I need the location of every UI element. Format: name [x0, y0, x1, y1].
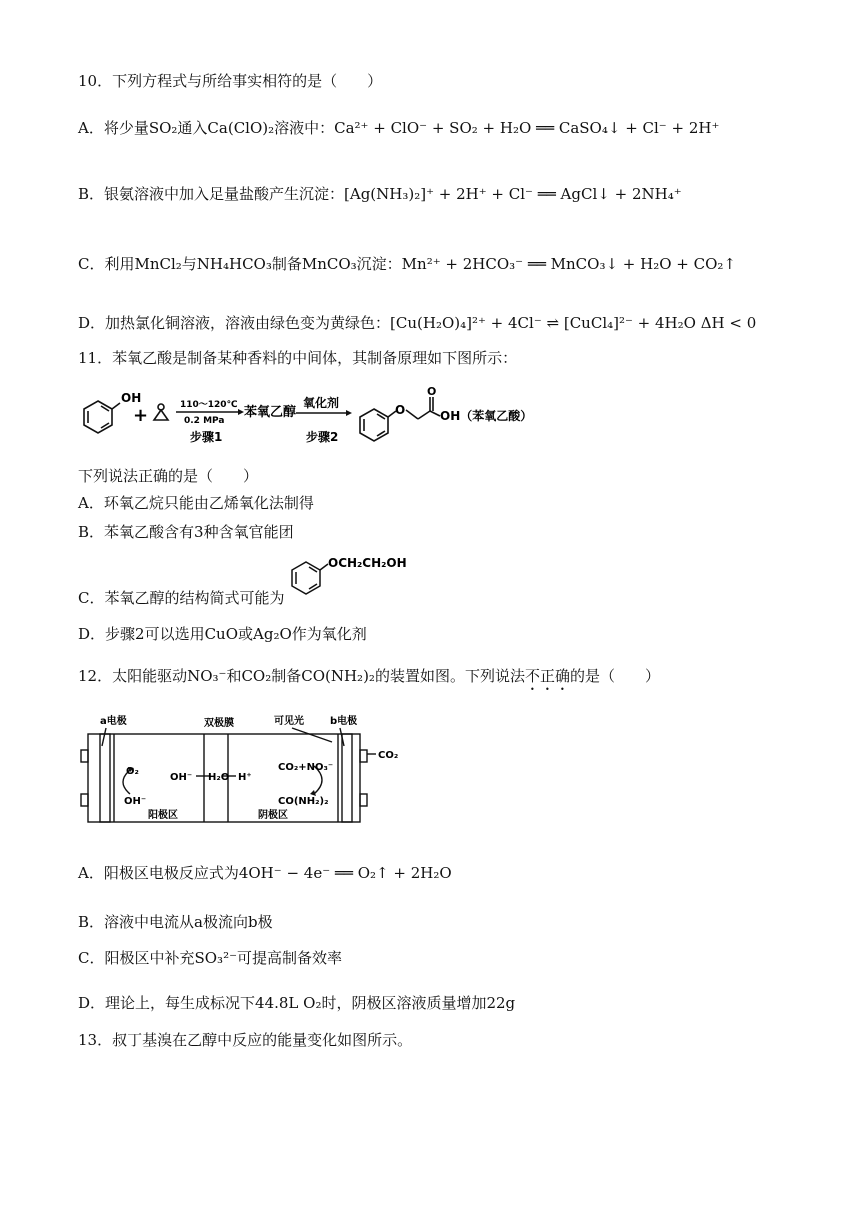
o2-label: O₂: [126, 766, 139, 777]
q10-option-c: C．利用MnCl₂与NH₄HCO₃制备MnCO₃沉淀：Mn²⁺ + 2HCO₃⁻ ══ MnCO₃↓ + H₂O + CO₂↑: [78, 255, 736, 273]
co2-inlet-label: CO₂: [378, 750, 399, 761]
intermediate-name: 苯氧乙醇: [244, 405, 297, 420]
cathode-zone-label: 阴极区: [258, 810, 288, 821]
q11-option-c: C．苯氧乙醇的结构简式可能为: [78, 589, 285, 607]
phenol-oh: OH: [121, 391, 142, 405]
ether-oxygen: O: [395, 403, 406, 417]
a-electrode-label: a电极: [100, 716, 127, 727]
q11-option-d: D．步骤2可以选用CuO或Ag₂O作为氧化剂: [78, 625, 367, 643]
urea-label: CO(NH₂)₂: [278, 796, 329, 807]
option-c-formula: OCH₂CH₂OH: [328, 556, 407, 570]
a-electrode: [100, 734, 110, 822]
phenol-structure: [84, 401, 120, 433]
q13-stem: 13．叔丁基溴在乙醇中反应的能量变化如图所示。: [78, 1031, 413, 1049]
q10-option-a: A．将少量SO₂通入Ca(ClO)₂溶液中：Ca²⁺ + ClO⁻ + SO₂ + H₂O ══ CaSO₄↓ + Cl⁻ + 2H⁺: [78, 119, 720, 137]
b-electrode: [342, 734, 352, 822]
step2-label: 步骤2: [306, 430, 339, 444]
q12-stem: [78, 666, 660, 694]
q12-stem-post: 的是（ ）: [569, 667, 660, 685]
condition-pressure: 0.2 MPa: [184, 416, 225, 426]
q11-option-a: A．环氧乙烷只能由乙烯氧化法制得: [78, 494, 314, 512]
light-label: 可见光: [274, 716, 304, 727]
q12-stem-emphasis: 不正确: [524, 667, 570, 685]
h2o-label: H₂O: [208, 772, 230, 783]
oh-mid-label: OH⁻: [170, 772, 193, 783]
q11-reaction-scheme: [78, 385, 558, 447]
cathode-reactants-label: CO₂+NO₃⁻: [278, 762, 334, 773]
q10-option-d: D．加热氯化铜溶液，溶液由绿色变为黄绿色：[Cu(H₂O)₄]²⁺ + 4Cl⁻ ⇌ [CuCl₄]²⁻ + 4H₂O ΔH < 0: [78, 314, 757, 332]
q12-option-c: C．阳极区中补充SO₃²⁻可提高制备效率: [78, 949, 342, 967]
oh-left-label: OH⁻: [124, 796, 147, 807]
h-plus-label: H⁺: [238, 772, 252, 783]
q11-prompt: 下列说法正确的是（ ）: [78, 467, 259, 485]
q10-option-b: B．银氨溶液中加入足量盐酸产生沉淀：[Ag(NH₃)₂]⁺ + 2H⁺ + Cl⁻ ══ AgCl↓ + 2NH₄⁺: [78, 185, 682, 203]
anode-zone-label: 阳极区: [148, 810, 178, 821]
q12-option-a: A．阳极区电极反应式为4OH⁻ − 4e⁻ ══ O₂↑ + 2H₂O: [78, 864, 452, 882]
q12-option-b: B．溶液中电流从a极流向b极: [78, 913, 273, 931]
q12-electrolysis-diagram: [78, 712, 408, 830]
carbonyl-oxygen: O: [427, 385, 437, 398]
oxidant-label: 氧化剂: [303, 396, 340, 410]
ethylene-oxide-structure: [154, 404, 168, 420]
membrane-label: 双极膜: [204, 718, 234, 729]
product-name: OH（苯氧乙酸）: [440, 409, 533, 423]
plus-sign: +: [133, 405, 149, 426]
q12-option-d: D．理论上，每生成标况下44.8L O₂时，阴极区溶液质量增加22g: [78, 994, 516, 1012]
q12-stem-pre: 12．太阳能驱动NO₃⁻和CO₂制备CO(NH₂)₂的装置如图。下列说法: [78, 667, 525, 685]
b-electrode-label: b电极: [330, 716, 358, 727]
step1-label: 步骤1: [190, 430, 223, 444]
q11-stem: 11．苯氧乙酸是制备某种香料的中间体，其制备原理如下图所示：: [78, 349, 518, 367]
q11-option-c-structure: [288, 548, 428, 602]
condition-temperature: 110～120℃: [180, 400, 238, 410]
q10-stem: 10．下列方程式与所给事实相符的是（ ）: [78, 72, 383, 90]
q11-option-b: B．苯氧乙酸含有3种含氧官能团: [78, 523, 294, 541]
